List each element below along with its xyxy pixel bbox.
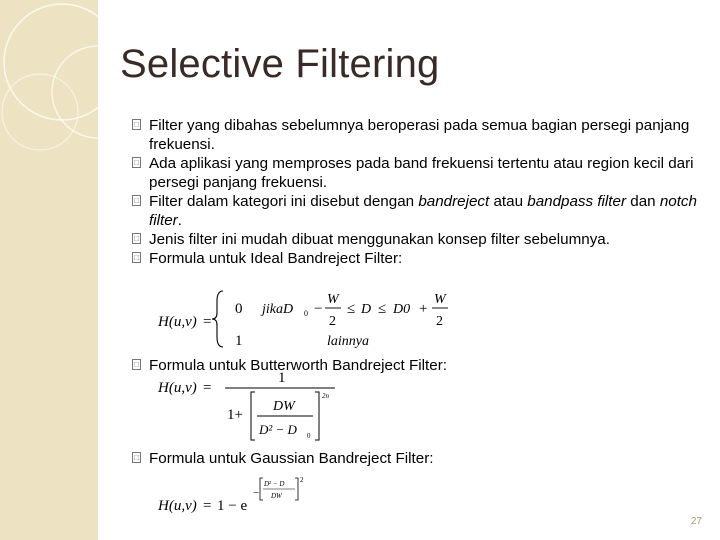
bullet-text: bandreject — [418, 193, 490, 210]
bullet-gaussian — [132, 449, 709, 468]
svg-text:=: = — [203, 314, 212, 330]
ideal-w-num-1: W — [327, 292, 339, 307]
ideal-two-den-2: 2 — [436, 314, 443, 329]
butterworth-bandreject-formula — [155, 366, 355, 446]
ideal-leq: ≤ — [347, 301, 356, 317]
butterworth-huv: H(u,v) — [158, 380, 197, 396]
bullet-marker-icon: □ — [132, 195, 141, 206]
bullet-text: Filter yang dibahas sebelumnya beroperasi pada semua bagian persegi panjang frekuensi. — [149, 117, 690, 153]
butterworth-den: D² − D — [259, 422, 297, 437]
bullet-text: . — [177, 212, 182, 229]
bullet-item — [132, 116, 707, 154]
bullet-text: atau — [489, 193, 528, 210]
bullet-text: dan — [626, 193, 660, 210]
ideal-minus: − — [314, 301, 323, 317]
bullet-text: Filter dalam kategori ini disebut dengan — [149, 193, 419, 210]
ideal-w-num-2: W — [434, 292, 446, 307]
bullet-butterworth-text: Formula untuk Butterworth Bandreject Filter: — [149, 357, 447, 374]
ideal-two-den-1: 2 — [329, 314, 336, 329]
bullet-text: bandpass filter — [527, 193, 627, 210]
gaussian-bandreject-formula — [155, 474, 335, 518]
ideal-leq-2: ≤ — [378, 301, 387, 317]
svg-text:−: − — [253, 487, 260, 499]
svg-text:=: = — [203, 498, 212, 514]
bullet-text: Ada aplikasi yang memproses pada band frekuensi tertentu atau region kecil dari persegi panjang frekuensi. — [149, 155, 694, 191]
butterworth-exp: 2n — [322, 392, 329, 400]
bullet-item — [132, 154, 707, 192]
ideal-sub0: 0 — [304, 309, 308, 318]
gaussian-exp-num: D² − D — [264, 480, 285, 488]
bullet-marker-icon: □ — [132, 252, 141, 263]
decorative-circles — [0, 0, 98, 540]
gaussian-exp-den: DW — [271, 492, 282, 500]
bullet-marker-icon: □ — [132, 119, 141, 130]
svg-text:=: = — [203, 380, 212, 396]
bullet-marker-icon: □ — [132, 359, 141, 370]
bullet-marker-icon: □ — [132, 157, 141, 168]
bullet-gaussian-text: Formula untuk Gaussian Bandreject Filter: — [149, 450, 434, 467]
ideal-case1-value: 0 — [235, 301, 243, 317]
butterworth-dw: DW — [273, 399, 295, 414]
bullet-text: notch filter — [149, 193, 697, 229]
gaussian-exp-sq: 2 — [300, 476, 304, 484]
formula-huv: H(u,v) — [158, 314, 197, 330]
gaussian-huv: H(u,v) — [158, 498, 197, 514]
bullet-item — [132, 249, 707, 268]
ideal-case2-value: 1 — [235, 333, 243, 349]
ideal-case1-cond: jikaD — [262, 302, 294, 317]
bullet-text: Jenis filter ini mudah dibuat menggunakan konsep filter sebelumnya. — [149, 231, 610, 248]
ideal-case2-cond: lainnya — [327, 334, 369, 349]
bullet-text: Formula untuk Ideal Bandreject Filter: — [149, 250, 403, 267]
slide-title: Selective Filtering — [120, 42, 440, 86]
ideal-d0: D0 — [393, 302, 411, 317]
bullet-marker-icon: □ — [132, 233, 141, 244]
bullet-item — [132, 230, 707, 249]
bullet-marker-icon: □ — [132, 452, 141, 463]
butterworth-numerator: 1 — [278, 370, 286, 386]
bullet-item — [132, 192, 707, 230]
decorative-side-band — [0, 0, 98, 540]
butterworth-one-plus: 1+ — [227, 407, 243, 423]
ideal-bandreject-formula — [155, 285, 475, 353]
ideal-d: D — [361, 302, 372, 317]
page-number: 27 — [690, 516, 702, 527]
ideal-plus: + — [419, 301, 428, 317]
butterworth-sub0: 0 — [307, 432, 311, 440]
gaussian-prefix: 1 − e — [217, 498, 248, 514]
bullet-list — [132, 116, 707, 268]
